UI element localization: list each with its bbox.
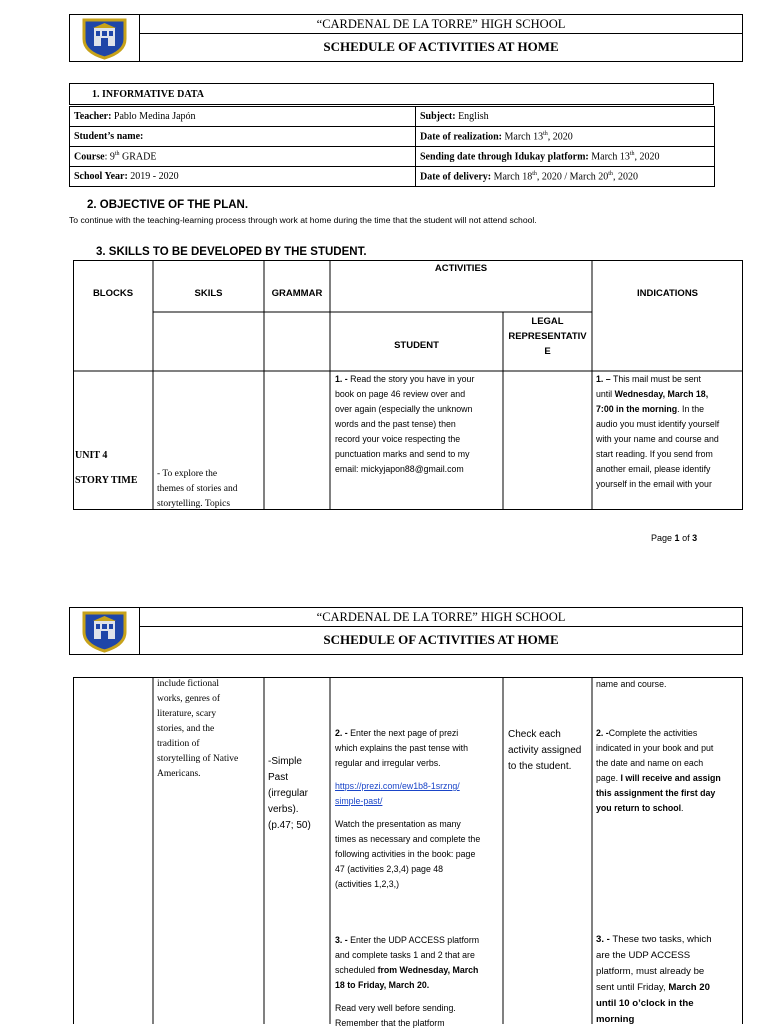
activity-bold: from Wednesday, March [377, 965, 479, 975]
activity-line: Read very well before sending. [335, 1003, 456, 1013]
sending-label: Sending date through Idukay platform: [420, 151, 589, 163]
course-value: : 9 [104, 151, 115, 163]
realization-label: Date of realization: [420, 131, 503, 143]
indication-number: 3. - [596, 934, 610, 945]
teacher-label: Teacher: [74, 111, 112, 122]
indication-line: These two tasks, which [612, 934, 712, 945]
year-label: School Year: [74, 171, 128, 182]
skill-text-continued [157, 677, 238, 782]
indication-3 [596, 932, 742, 1028]
indication-line: until [596, 389, 613, 399]
legal-line: to the student. [508, 761, 572, 772]
skill-line: themes of stories and [157, 484, 238, 494]
skill-line: include fictional [157, 679, 219, 689]
grammar-text [268, 754, 311, 834]
legal-line: activity assigned [508, 745, 582, 756]
prezi-link-cont[interactable]: simple-past/ [335, 796, 383, 806]
informative-data-table [69, 106, 715, 187]
skill-text [157, 467, 237, 512]
activity-number: 3. - [335, 935, 348, 945]
legal-rep-text [508, 727, 581, 775]
skill-line: works, genres of [157, 694, 221, 704]
col-legal [503, 314, 592, 359]
school-name: “CARDENAL DE LA TORRE” HIGH SCHOOL [140, 16, 742, 34]
realization-tail: , 2020 [547, 131, 573, 143]
header-box-1 [69, 14, 743, 62]
skill-line: stories, and the [157, 724, 215, 734]
footer-page-label: Page [651, 533, 673, 543]
student-activity-1 [335, 372, 501, 477]
page-title: SCHEDULE OF ACTIVITIES AT HOME [323, 39, 559, 54]
activity-line: Remember that the platform [335, 1018, 445, 1028]
sending-value: March 13 [591, 151, 630, 163]
indication-line: are the UDP ACCESS [596, 950, 691, 961]
indication-1 [596, 372, 742, 492]
unit-label: UNIT 4 [75, 450, 108, 461]
prezi-link[interactable]: https://prezi.com/ew1b8-1srzng/ [335, 781, 460, 791]
header-box-2 [69, 607, 743, 655]
informative-data-title: 1. INFORMATIVE DATA [92, 89, 204, 100]
sending-sup: th [629, 150, 635, 157]
footer-total-pages: 3 [692, 533, 698, 543]
indication-line: audio you must identify yourself [596, 419, 720, 429]
indication-line: page. [596, 773, 619, 783]
delivery-value-a: March 18 [493, 171, 533, 183]
indication-line: start reading. If you send from [596, 449, 713, 459]
activity-line: Enter the next page of prezi [350, 728, 459, 738]
indication-2 [596, 726, 742, 816]
realization-sup: th [543, 130, 548, 137]
indication-bold: March 20 [668, 982, 710, 993]
activity-line: over again (especially the unknown [335, 404, 473, 414]
indication-line: the date and name on each [596, 758, 704, 768]
grammar-line: (irregular [268, 788, 309, 799]
skill-line: - To explore the [157, 469, 218, 479]
activity-line: 47 (activities 2,3,4) page 48 [335, 864, 444, 874]
col-activities: ACTIVITIES [434, 263, 488, 274]
course-sup: th [114, 150, 120, 157]
activity-line: Enter the UDP ACCESS platform [350, 935, 480, 945]
indication-line: . In the [677, 404, 705, 414]
objective-text: To continue with the teaching-learning process through work at home during the time that the student will not attend school. [69, 215, 537, 225]
skill-line: storytelling of Native [157, 754, 239, 764]
skills-title: 3. SKILLS TO BE DEVELOPED BY THE STUDENT. [96, 246, 367, 258]
page-footer [651, 533, 697, 543]
col-legal-line: REPRESENTATIV [508, 331, 587, 342]
page-title: SCHEDULE OF ACTIVITIES AT HOME [323, 632, 559, 647]
activity-line: (activities 1,2,3,) [335, 879, 400, 889]
indication-line: with your name and course and [596, 434, 719, 444]
subject-label: Subject: [420, 111, 456, 122]
activity-line: which explains the past tense with [335, 743, 469, 753]
student-name-label: Student’s name: [74, 131, 144, 142]
activity-line: Read the story you have in your [350, 374, 475, 384]
realization-value: March 13 [504, 131, 544, 143]
col-legal-line: E [544, 346, 551, 357]
skill-line: literature, scary [157, 709, 217, 719]
skill-line: storytelling. Topics [157, 499, 231, 509]
delivery-mid: , 2020 / March 20 [536, 171, 609, 183]
indication-continued: name and course. [596, 679, 667, 689]
activity-line: and complete tasks 1 and 2 that are [335, 950, 475, 960]
indication-bold: until 10 o’clock in the [596, 998, 694, 1009]
teacher-value: Pablo Medina Japón [113, 111, 196, 122]
col-student: STUDENT [394, 340, 439, 351]
delivery-sup-a: th [532, 170, 537, 177]
school-crest-icon [70, 608, 140, 654]
indication-number: 1. – [596, 374, 611, 384]
grammar-line: Past [268, 772, 289, 783]
legal-line: Check each [508, 729, 561, 740]
indication-line: indicated in your book and put [596, 743, 714, 753]
activity-line: regular and irregular verbs. [335, 758, 441, 768]
indication-bold: I will receive and assign [620, 773, 721, 783]
activity-line: following activities in the book: page [335, 849, 476, 859]
footer-current-page: 1 [674, 533, 680, 543]
sending-tail: , 2020 [634, 151, 660, 163]
skills-table [73, 260, 743, 510]
grammar-line: -Simple [268, 756, 302, 767]
student-activity-2 [335, 726, 501, 892]
activity-line: scheduled [335, 965, 376, 975]
objective-title: 2. OBJECTIVE OF THE PLAN. [87, 199, 249, 211]
activity-bold: 18 to Friday, March 20. [335, 980, 430, 990]
informative-data-header [69, 83, 714, 105]
indication-line: another email, please identify [596, 464, 711, 474]
activity-line: book on page 46 review over and [335, 389, 466, 399]
activity-line: times as necessary and complete the [335, 834, 481, 844]
footer-of: of [682, 533, 690, 543]
indication-number: 2. - [596, 728, 609, 738]
activity-line: punctuation marks and send to my [335, 449, 470, 459]
year-value: 2019 - 2020 [130, 171, 179, 182]
indication-line: platform, must already be [596, 966, 705, 977]
course-label: Course [74, 151, 105, 163]
indication-line: Complete the activities [608, 728, 698, 738]
course-tail: GRADE [119, 151, 157, 163]
col-skills: SKILS [194, 288, 223, 299]
school-crest-icon [70, 15, 140, 61]
skills-table-continued [73, 677, 743, 1028]
indication-bold: this assignment the first day [596, 788, 716, 798]
activity-number: 1. - [335, 374, 348, 384]
indication-deadline: Wednesday, March 18, [614, 389, 709, 399]
indication-line: sent until Friday, [596, 982, 666, 993]
activity-line: words and the past tense) then [335, 419, 456, 429]
indication-bold: morning [596, 1014, 635, 1025]
grammar-line: verbs). [268, 804, 299, 815]
activity-line: record your voice respecting the [335, 434, 461, 444]
skill-line: Americans. [157, 769, 201, 779]
indication-line: yourself in the email with your [596, 479, 712, 489]
indication-line: . [681, 803, 684, 813]
skill-line: tradition of [157, 739, 200, 749]
indication-line: This mail must be sent [612, 374, 701, 384]
col-blocks: BLOCKS [92, 288, 134, 299]
school-name: “CARDENAL DE LA TORRE” HIGH SCHOOL [140, 609, 742, 627]
activity-number: 2. - [335, 728, 348, 738]
indication-bold: you return to school [596, 803, 682, 813]
col-legal-line: LEGAL [531, 316, 564, 327]
col-indications: INDICATIONS [636, 288, 699, 299]
grammar-line: (p.47; 50) [268, 820, 311, 831]
col-grammar: GRAMMAR [271, 288, 323, 299]
delivery-sup-b: th [608, 170, 613, 177]
indication-deadline-time: 7:00 in the morning [596, 404, 678, 414]
activity-line: email: mickyjapon88@gmail.com [335, 464, 464, 474]
student-activity-3 [335, 933, 501, 1031]
story-label: STORY TIME [75, 475, 138, 486]
delivery-tail: , 2020 [612, 171, 638, 183]
activity-line: Watch the presentation as many [335, 819, 461, 829]
subject-value: English [458, 111, 489, 122]
delivery-label: Date of delivery: [420, 171, 492, 183]
